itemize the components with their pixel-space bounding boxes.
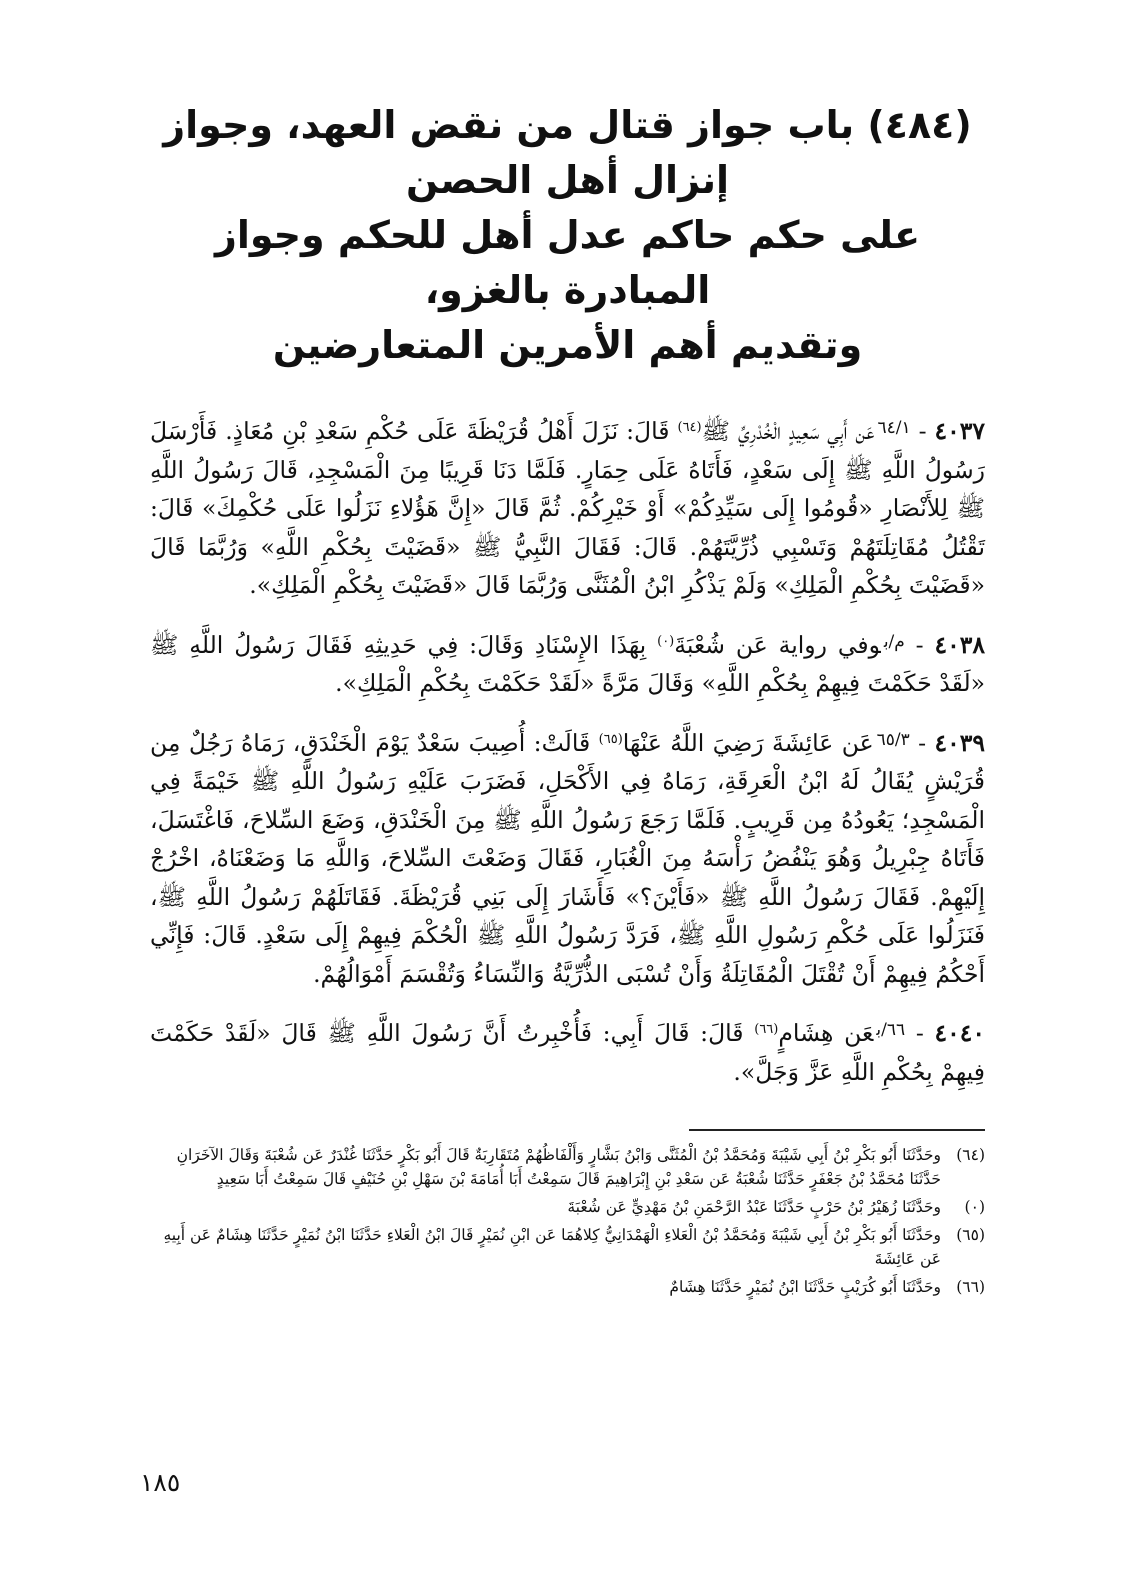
hadith-number: ٤٠٤٠ [934, 1019, 985, 1047]
hadith-text: قَالَ: قَالَ أَبِي: فَأُخْبِرتُ أَنَّ رَسُولَ اللَّهِ ﷺ قَالَ «لَقَدْ حَكَمْتَ فِيهِمْ بِحُكْمِ اللَّهِ عَزَّ وَجَلَّ». [150, 1019, 985, 1086]
hadith-4039: ٤٠٣٩ - $^{٦٥/٣}$عَن عَائِشَةَ رَضِيَ اللَّهُ عَنْهَا$^{(٦٥)}$ قَالَتْ: أُصِيبَ سَعْدٌ يَوْمَ الْخَنْدَقِ، رَمَاهُ رَجُلٌ مِن قُرَيْشٍ يُقَالُ لَهُ ابْنُ الْعَرِقَةِ، رَمَاهُ فِي الأَكْحَلِ، فَضَرَبَ عَلَيْهِ رَسُولُ اللَّهِ ﷺ خَيْمَةً فِي الْمَسْجِدِ؛ يَعُودُهُ مِن قَرِيبٍ. فَلَمَّا رَجَعَ رَسُولُ اللَّهِ ﷺ مِنَ الْخَنْدَقِ، وَضَعَ السِّلاحَ، فَاغْتَسَلَ، فَأَتَاهُ جِبْرِيلُ وَهُوَ يَنْفُضُ رَأْسَهُ مِنَ الْغُبَارِ، فَقَالَ وَضَعْتَ السِّلاحَ، وَاللَّهِ مَا وَضَعْنَاهُ، اخْرُجْ إِلَيْهِمْ. فَقَالَ رَسُولُ اللَّهِ ﷺ «فَأَيْنَ؟» فَأَشَارَ إِلَى بَنِي قُرَيْظَةَ. فَقَاتَلَهُمْ رَسُولُ اللَّهِ ﷺ، فَنَزَلُوا عَلَى حُكْمِ رَسُولِ اللَّهِ ﷺ، فَرَدَّ رَسُولُ اللَّهِ ﷺ الْحُكْمَ فِيهِمْ إِلَى سَعْدٍ. قَالَ: فَإِنِّي أَحْكُمُ فِيهِمْ أَنْ تُقْتَلَ الْمُقَاتِلَةُ وَأَنْ تُسْبَى الذُّرِّيَّةُ وَالنِّسَاءُ وَتُقْسَمَ أَمْوَالُهُمْ. [150, 728, 985, 988]
footnotes [150, 1143, 985, 1299]
hadith-text: قَالَتْ: أُصِيبَ سَعْدٌ يَوْمَ الْخَنْدَقِ، رَمَاهُ رَجُلٌ مِن قُرَيْشٍ يُقَالُ لَهُ ابْنُ الْعَرِقَةِ، رَمَاهُ فِي الأَكْحَلِ، فَضَرَبَ عَلَيْهِ رَسُولُ اللَّهِ ﷺ خَيْمَةً فِي الْمَسْجِدِ؛ يَعُودُهُ مِن قَرِيبٍ. فَلَمَّا رَجَعَ رَسُولُ اللَّهِ ﷺ مِنَ الْخَنْدَقِ، وَضَعَ السِّلاحَ، فَاغْتَسَلَ، فَأَتَاهُ جِبْرِيلُ وَهُوَ يَنْفُضُ رَأْسَهُ مِنَ الْغُبَارِ، فَقَالَ وَضَعْتَ السِّلاحَ، وَاللَّهِ مَا وَضَعْنَاهُ، اخْرُجْ إِلَيْهِمْ. فَقَالَ رَسُولُ اللَّهِ ﷺ «فَأَيْنَ؟» فَأَشَارَ إِلَى بَنِي قُرَيْظَةَ. فَقَاتَلَهُمْ رَسُولُ اللَّهِ ﷺ، فَنَزَلُوا عَلَى حُكْمِ رَسُولِ اللَّهِ ﷺ، فَرَدَّ رَسُولُ اللَّهِ ﷺ الْحُكْمَ فِيهِمْ إِلَى سَعْدٍ. قَالَ: فَإِنِّي أَحْكُمُ فِيهِمْ أَنْ تُقْتَلَ الْمُقَاتِلَةُ وَأَنْ تُسْبَى الذُّرِّيَّةُ وَالنِّسَاءُ وَتُقْسَمَ أَمْوَالُهُمْ. [150, 728, 985, 988]
footnote-ref[interactable]: (٠) [657, 633, 675, 649]
hadith-code: ٦٦/ب [876, 1020, 906, 1040]
hadith-lead: وفي رواية عَن شُعْبَةَ [674, 630, 881, 659]
hadith-lead: عَن هِشَامٍ [778, 1019, 874, 1047]
hadith-lead: عَن عَائِشَةَ رَضِيَ اللَّهُ عَنْهَا [622, 728, 874, 757]
chapter-title-line: وتقديم أهم الأمرين المتعارضين [272, 323, 863, 367]
hadith-code: ٦٤/١ [877, 418, 911, 438]
hadith-code: ٦٥/٣ [876, 729, 910, 750]
footnote-text: وحَدَّثَنَا زُهَيْرُ بْنُ حَرْبٍ حَدَّثَنَا عَبْدُ الرَّحْمَنِ بْنُ مَهْدِيٍّ عَن شُعْبَةَ [567, 1198, 941, 1216]
chapter-title [150, 98, 985, 373]
footnote [150, 1275, 985, 1299]
hadith-text: قَالَ: نَزَلَ أَهْلُ قُرَيْظَةَ عَلَى حُكْمِ سَعْدِ بْنِ مُعَاذٍ. فَأَرْسَلَ رَسُولُ اللَّهِ ﷺ إِلَى سَعْدٍ، فَأَتَاهُ عَلَى حِمَارٍ. فَلَمَّا دَنَا قَرِيبًا مِنَ الْمَسْجِدِ، قَالَ رَسُولُ اللَّهِ ﷺ لِلأَنْصَارِ «قُومُوا إِلَى سَيِّدِكُمْ» أَوْ خَيْرِكُمْ. ثُمَّ قَالَ «إِنَّ هَؤُلاءِ نَزَلُوا عَلَى حُكْمِكَ» قَالَ: تَقْتُلُ مُقَاتِلَتَهُمْ وَتَسْبِي ذُرِّيَّتَهُمْ. قَالَ: فَقَالَ النَّبِيُّ ﷺ «قَضَيْتَ بِحُكْمِ اللَّهِ» وَرُبَّمَا قَالَ «قَضَيْتَ بِحُكْمِ الْمَلِكِ» وَلَمْ يَذْكُرِ ابْنُ الْمُثَنَّى وَرُبَّمَا قَالَ «قَضَيْتَ بِحُكْمِ الْمَلِكِ». [150, 417, 985, 599]
footnote-divider [689, 1129, 985, 1131]
footnote-label: (٦٦) [956, 1278, 985, 1296]
hadith-4040: ٤٠٤٠ - $^{٦٦/ب}$عَن هِشَامٍ$^{(٦٦)}$ قَالَ: قَالَ أَبِي: فَأُخْبِرتُ أَنَّ رَسُولَ اللَّهِ ﷺ قَالَ «لَقَدْ حَكَمْتَ فِيهِمْ بِحُكْمِ اللَّهِ عَزَّ وَجَلَّ». [150, 1019, 985, 1086]
footnote-text: وحَدَّثَنَا أَبُو بَكْرِ بْنُ أَبِي شَيْبَةَ وَمُحَمَّدُ بْنُ الْعَلاءِ الْهَمْدَانِيُّ كِلاهُمَا عَن ابْنِ نُمَيْرٍ قَالَ ابْنُ الْعَلاءِ حَدَّثَنَا ابْنُ نُمَيْرٍ حَدَّثَنَا هِشَامٌ عَن أَبِيهِ عَن عَائِشَةَ [163, 1226, 941, 1268]
footnote-label: (٠) [964, 1198, 985, 1216]
footnote-ref[interactable]: (٦٥) [598, 731, 623, 747]
hadith-code: م/ب [883, 631, 905, 652]
page-number: ١٨٥ [140, 1468, 181, 1497]
footnote-text: وحَدَّثَنَا أَبُو بَكْرِ بْنُ أَبِي شَيْبَةَ وَمُحَمَّدُ بْنُ الْمُثَنَّى وَابْنُ بَشَّارٍ وَأَلْفَاظُهُمْ مُتَقَارِبَةٌ قَالَ أَبُو بَكْرٍ حَدَّثَنَا غُنْدَرٌ عَن شُعْبَةَ وَقَالَ الآخَرَانِ حَدَّثَنَا مُحَمَّدُ بْنُ جَعْفَرٍ حَدَّثَنَا شُعْبَةُ عَن سَعْدِ بْنِ إِبْرَاهِيمَ قَالَ سَمِعْتُ أَبَا أُمَامَةَ بْنَ سَهْلِ بْنِ حُنَيْفٍ قَالَ سَمِعْتُ أَبَا سَعِيدٍ [176, 1146, 941, 1188]
hadith-number: ٤٠٣٨ [934, 630, 985, 659]
footnote-label: (٦٤) [956, 1146, 985, 1164]
footnote-ref[interactable]: (٦٦) [754, 1022, 779, 1037]
footnote [150, 1195, 985, 1219]
hadith-text: بِهَذَا الإِسْنَادِ وَقَالَ: فِي حَدِيثِهِ فَقَالَ رَسُولُ اللَّهِ ﷺ «لَقَدْ حَكَمْتَ فِيهِمْ بِحُكْمِ اللَّهِ» وَقَالَ مَرَّةً «لَقَدْ حَكَمْتَ بِحُكْمِ الْمَلِكِ». [150, 630, 985, 697]
hadith-lead: عَن أَبِي سَعِيدٍ الْخُدْرِيِّ ﷺ [701, 417, 875, 445]
hadith-4038: ٤٠٣٨ - $^{م/ب}$وفي رواية عَن شُعْبَةَ$^{(٠)}$ بِهَذَا الإِسْنَادِ وَقَالَ: فِي حَدِيثِهِ فَقَالَ رَسُولُ اللَّهِ ﷺ «لَقَدْ حَكَمْتَ فِيهِمْ بِحُكْمِ اللَّهِ» وَقَالَ مَرَّةً «لَقَدْ حَكَمْتَ بِحُكْمِ الْمَلِكِ». [150, 630, 985, 697]
footnote [150, 1143, 985, 1191]
hadith-4037: ٤٠٣٧ - $^{٦٤/١}$عَن أَبِي سَعِيدٍ الْخُدْرِيِّ ﷺ$^{(٦٤)}$ قَالَ: نَزَلَ أَهْلُ قُرَيْظَةَ عَلَى حُكْمِ سَعْدِ بْنِ مُعَاذٍ. فَأَرْسَلَ رَسُولُ اللَّهِ ﷺ إِلَى سَعْدٍ، فَأَتَاهُ عَلَى حِمَارٍ. فَلَمَّا دَنَا قَرِيبًا مِنَ الْمَسْجِدِ، قَالَ رَسُولُ اللَّهِ ﷺ لِلأَنْصَارِ «قُومُوا إِلَى سَيِّدِكُمْ» أَوْ خَيْرِكُمْ. ثُمَّ قَالَ «إِنَّ هَؤُلاءِ نَزَلُوا عَلَى حُكْمِكَ» قَالَ: تَقْتُلُ مُقَاتِلَتَهُمْ وَتَسْبِي ذُرِّيَّتَهُمْ. قَالَ: فَقَالَ النَّبِيُّ ﷺ «قَضَيْتَ بِحُكْمِ اللَّهِ» وَرُبَّمَا قَالَ «قَضَيْتَ بِحُكْمِ الْمَلِكِ» وَلَمْ يَذْكُرِ ابْنُ الْمُثَنَّى وَرُبَّمَا قَالَ «قَضَيْتَ بِحُكْمِ الْمَلِكِ». [150, 417, 985, 599]
hadith-number: ٤٠٣٩ [934, 728, 985, 757]
footnote-ref[interactable]: (٦٤) [677, 420, 702, 435]
footnote-label: (٦٥) [956, 1226, 985, 1244]
footnote-text: وحَدَّثَنَا أَبُو كُرَيْبٍ حَدَّثَنَا ابْنُ نُمَيْرٍ حَدَّثَنَا هِشَامٌ [669, 1278, 941, 1296]
footnote [150, 1223, 985, 1271]
chapter-title-line: على حكم حاكم عدل أهل للحكم وجواز المبادرة بالغزو، [214, 213, 921, 312]
hadith-number: ٤٠٣٧ [934, 417, 985, 445]
chapter-title-line: (٤٨٤) باب جواز قتال من نقض العهد، وجواز إنزال أهل الحصن [163, 103, 972, 202]
